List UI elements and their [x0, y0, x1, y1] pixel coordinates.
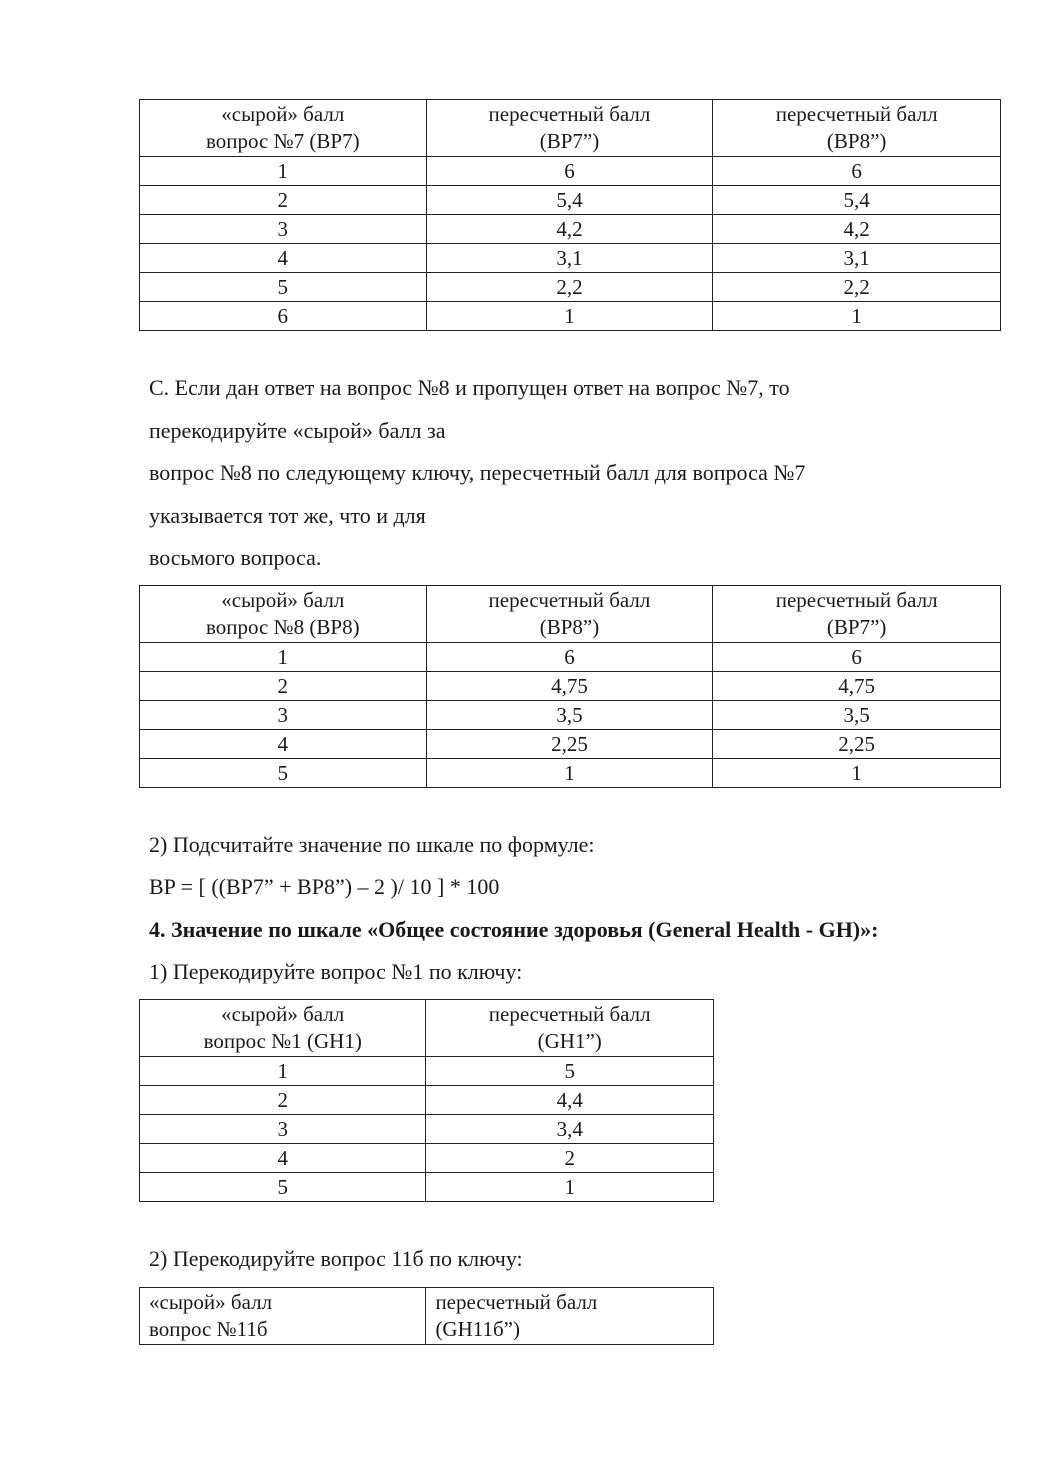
table-cell: 4,75 — [426, 672, 713, 701]
table-cell: 5,4 — [713, 186, 1001, 215]
table-cell: 5 — [140, 759, 427, 788]
table-row — [140, 730, 1001, 759]
table-cell: 1 — [140, 643, 427, 672]
table-cell: 2 — [426, 1144, 714, 1173]
section-c-line: указывается тот же, что и для — [149, 503, 426, 528]
section4-step2: 2) Перекодируйте вопрос 11б по ключу: — [149, 1246, 523, 1271]
header-cell: пересчетный балл (GH1”) — [426, 1000, 714, 1057]
section-c-line: восьмого вопроса. — [149, 545, 322, 570]
table-header-row — [140, 1000, 714, 1057]
section-c-line: вопрос №8 по следующему ключу, пересчетный балл для вопроса №7 — [149, 460, 806, 485]
table-row — [140, 759, 1001, 788]
table-bp7 — [139, 99, 1001, 331]
table-cell: 1 — [713, 759, 1001, 788]
table-cell: 1 — [140, 157, 427, 186]
table-cell: 3,1 — [713, 244, 1001, 273]
table-cell: 3,4 — [426, 1115, 714, 1144]
header-cell: «сырой» балл вопрос №8 (BP8) — [140, 586, 427, 643]
table-gh11b — [139, 1287, 714, 1345]
table-cell: 2,25 — [713, 730, 1001, 759]
table-cell: 1 — [426, 302, 713, 331]
section-c-line: С. Если дан ответ на вопрос №8 и пропущен ответ на вопрос №7, то — [149, 375, 790, 400]
table-cell: 3 — [140, 1115, 426, 1144]
table-gh1 — [139, 999, 714, 1202]
step2-text: 2) Подсчитайте значение по шкале по формуле: — [149, 832, 595, 857]
header-cell: пересчетный балл (BP7”) — [713, 586, 1001, 643]
table-cell: 1 — [426, 759, 713, 788]
table-cell: 5,4 — [426, 186, 713, 215]
table-cell: 3,5 — [426, 701, 713, 730]
table-cell: 4,2 — [426, 215, 713, 244]
table-cell: 6 — [426, 157, 713, 186]
table-row — [140, 302, 1001, 331]
table-cell: 4 — [140, 730, 427, 759]
table-row — [140, 1144, 714, 1173]
table-cell: 5 — [140, 1173, 426, 1202]
table-row — [140, 186, 1001, 215]
table-row — [140, 701, 1001, 730]
table-cell: 1 — [713, 302, 1001, 331]
table-row — [140, 273, 1001, 302]
table-cell: 5 — [426, 1057, 714, 1086]
section-c-line: перекодируйте «сырой» балл за — [149, 418, 446, 443]
table-cell: 4,4 — [426, 1086, 714, 1115]
table-header-row — [140, 1288, 714, 1345]
table-bp8 — [139, 585, 1001, 788]
table-row — [140, 215, 1001, 244]
table-cell: 2,2 — [713, 273, 1001, 302]
table-cell: 6 — [426, 643, 713, 672]
table-cell: 6 — [140, 302, 427, 331]
table-cell: 2,2 — [426, 273, 713, 302]
table-cell: 3 — [140, 215, 427, 244]
table-row — [140, 672, 1001, 701]
section4-heading: 4. Значение по шкале «Общее состояние здоровья (General Health - GH)»: — [149, 917, 879, 942]
table-header-row — [140, 586, 1001, 643]
table-cell: 3,5 — [713, 701, 1001, 730]
table-cell: 6 — [713, 157, 1001, 186]
table-cell: 2 — [140, 672, 427, 701]
table-cell: 3,1 — [426, 244, 713, 273]
table-cell: 4,2 — [713, 215, 1001, 244]
table-cell: 4,75 — [713, 672, 1001, 701]
table-cell: 2,25 — [426, 730, 713, 759]
table-cell: 1 — [426, 1173, 714, 1202]
table-cell: 4 — [140, 244, 427, 273]
table-cell: 1 — [140, 1057, 426, 1086]
table-header-row — [140, 100, 1001, 157]
table-cell: 4 — [140, 1144, 426, 1173]
table-cell: 3 — [140, 701, 427, 730]
table-cell: 5 — [140, 273, 427, 302]
header-cell: пересчетный балл (BP7”) — [426, 100, 713, 157]
formula: BP = [ ((BP7” + BP8”) – 2 )/ 10 ] * 100 — [149, 874, 500, 899]
section4-step1: 1) Перекодируйте вопрос №1 по ключу: — [149, 959, 523, 984]
header-cell: «сырой» балл вопрос №7 (BP7) — [140, 100, 427, 157]
table-row — [140, 244, 1001, 273]
table-cell: 2 — [140, 186, 427, 215]
table-row — [140, 643, 1001, 672]
table-cell: 6 — [713, 643, 1001, 672]
header-cell: пересчетный балл (BP8”) — [426, 586, 713, 643]
header-cell: «сырой» балл вопрос №1 (GH1) — [140, 1000, 426, 1057]
header-cell: пересчетный балл (BP8”) — [713, 100, 1001, 157]
table-cell: 2 — [140, 1086, 426, 1115]
table-row — [140, 1057, 714, 1086]
header-cell: пересчетный балл (GH11б”) — [426, 1288, 714, 1345]
table-row — [140, 1115, 714, 1144]
table-row — [140, 157, 1001, 186]
table-row — [140, 1086, 714, 1115]
table-row — [140, 1173, 714, 1202]
header-cell: «сырой» балл вопрос №11б — [140, 1288, 426, 1345]
